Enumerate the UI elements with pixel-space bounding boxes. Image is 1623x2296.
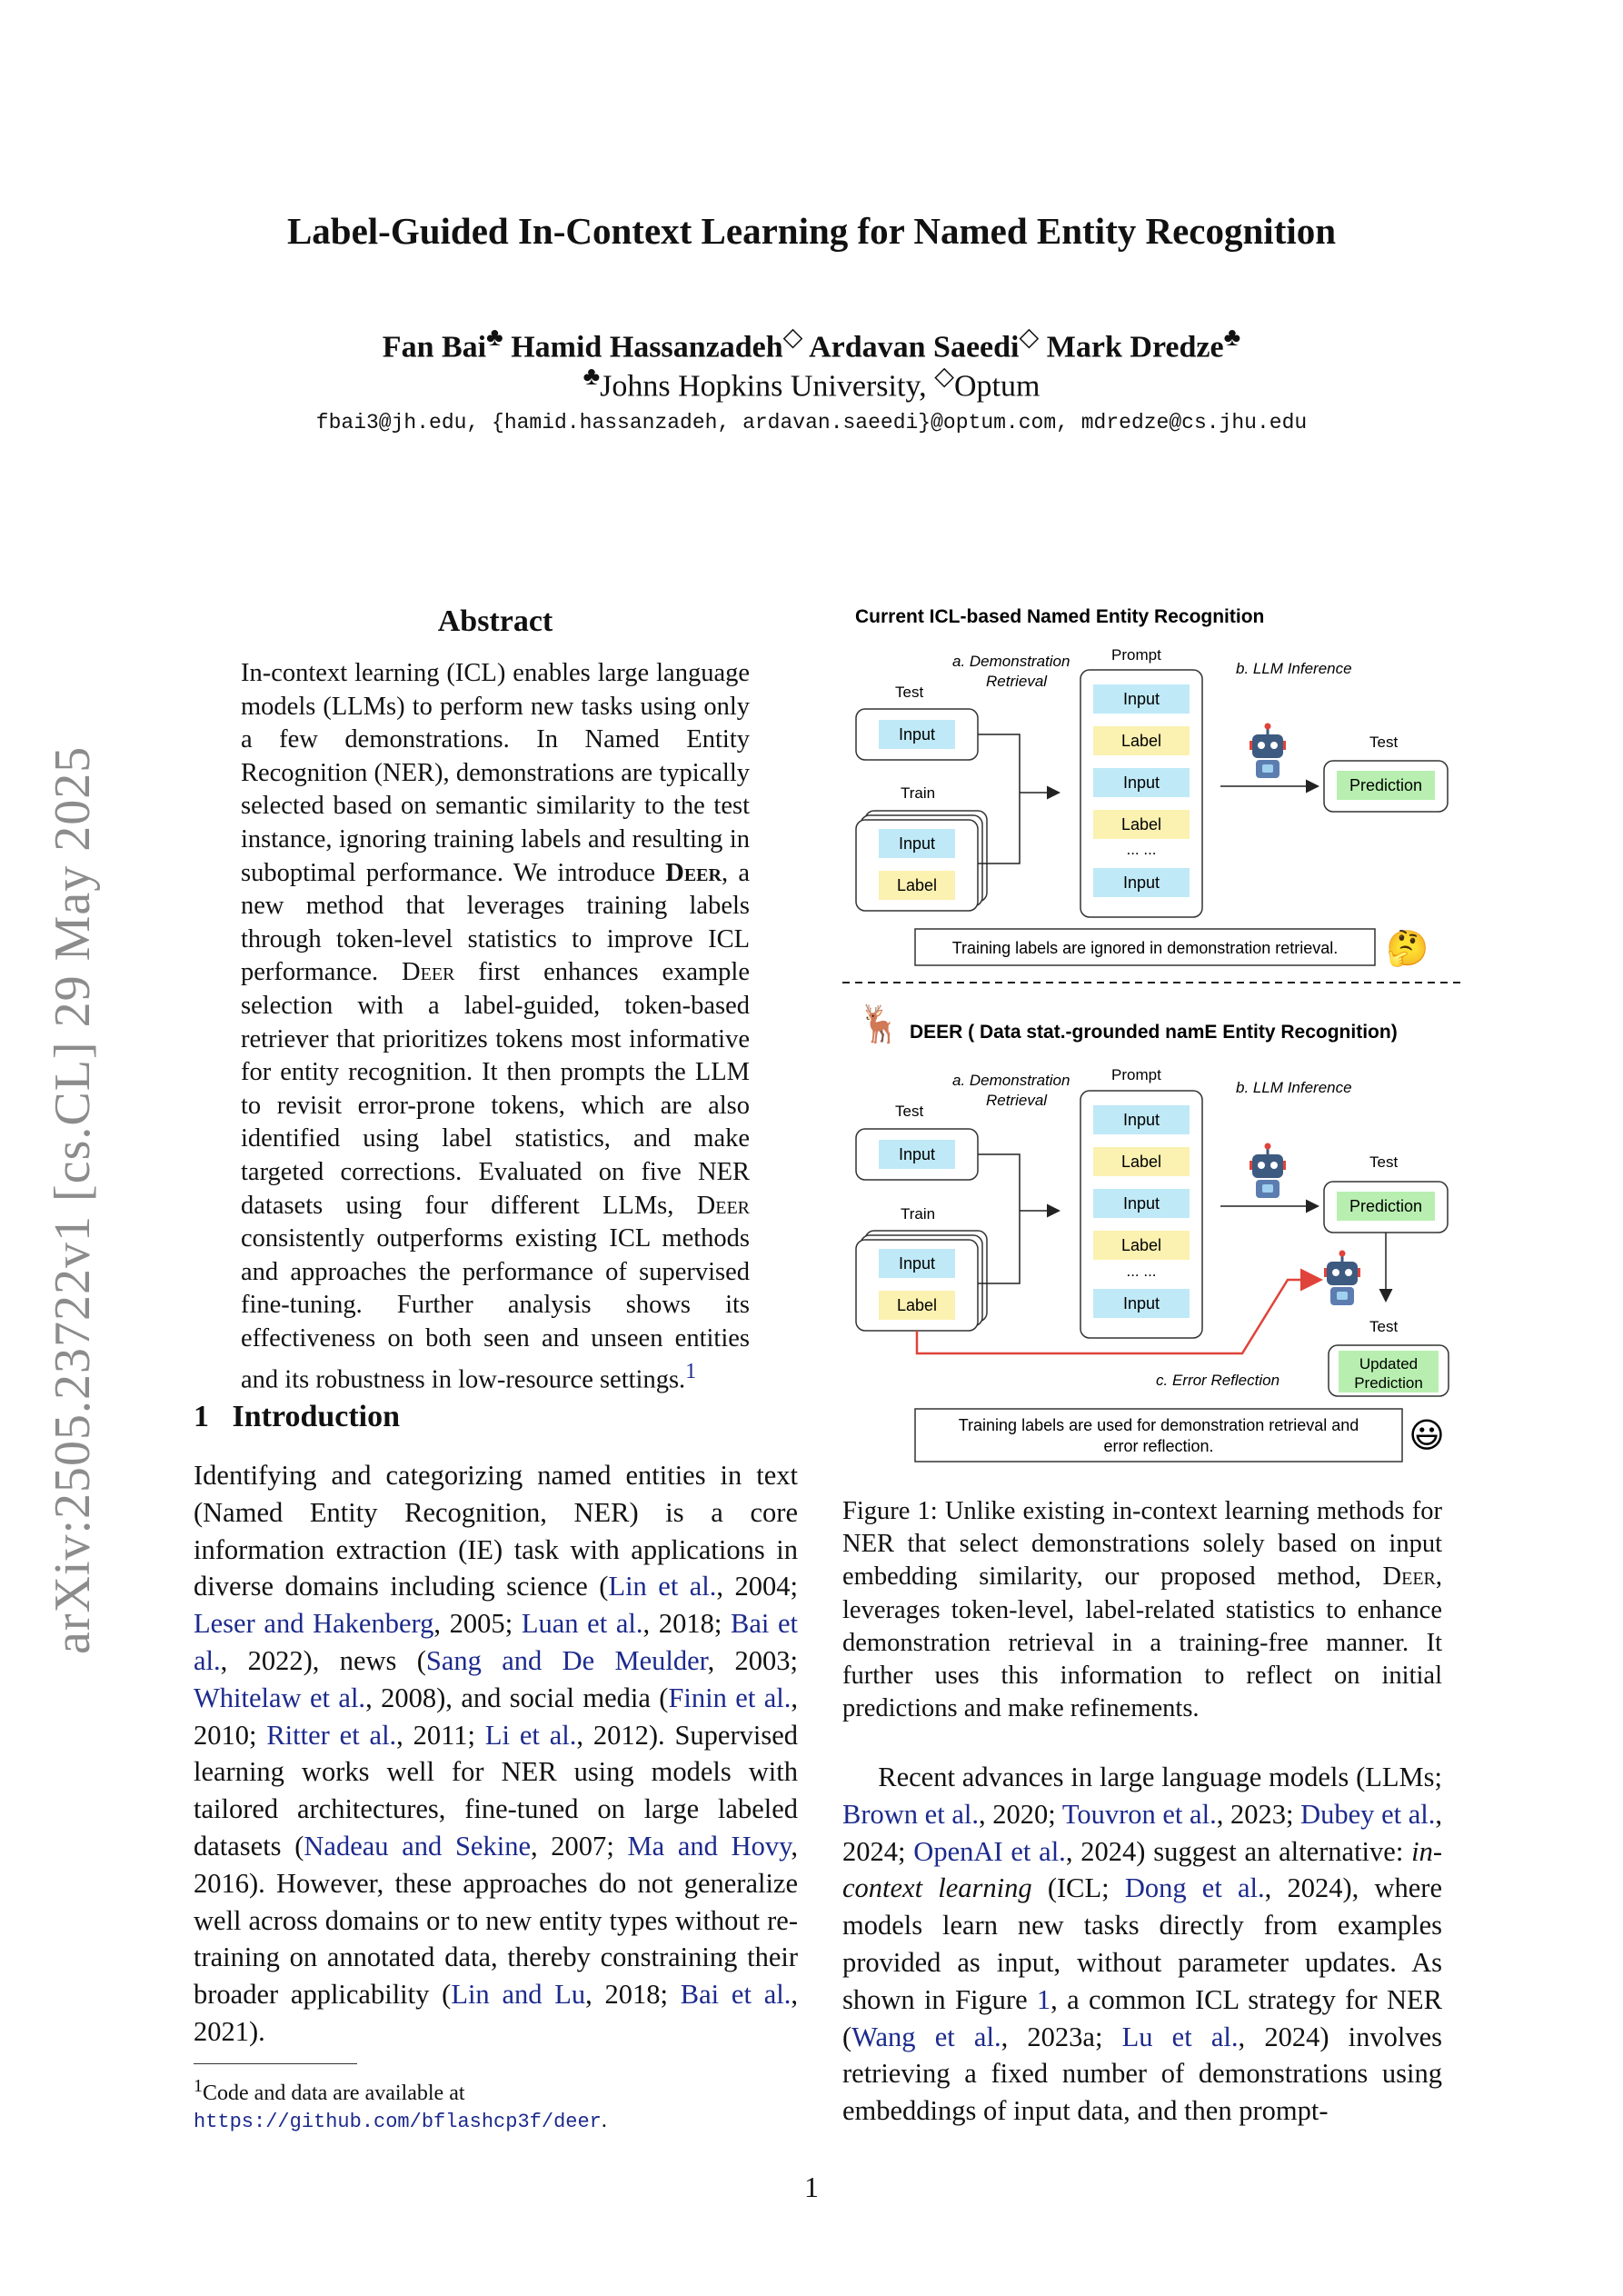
label-chip: Label <box>896 1296 938 1314</box>
figure-caption: Figure 1: Unlike existing in-context learning methods for NER that select demonstrations solely based on input embedding similarity, our proposed method, Deer, leverages token-level, label-related statistics to enhance demonstration retrieval in a training-free manner. It further uses this information to reflect on initial predictions and make refinements. <box>842 1497 1442 1723</box>
affil-mark: ◇ <box>934 363 954 391</box>
citation-link[interactable]: Sang and De Meulder <box>425 1644 708 1676</box>
figure-top-title: Current ICL-based Named Entity Recognition <box>855 606 1265 627</box>
error-reflection-label: c. Error Reflection <box>1156 1372 1280 1389</box>
author-mark: ◇ <box>782 324 803 352</box>
llm-inference-label: b. LLM Inference <box>1236 1079 1352 1096</box>
citation-link[interactable]: Leser and Hakenberg <box>194 1608 434 1640</box>
citation-link[interactable]: Lin et al. <box>608 1571 717 1602</box>
ellipsis: ... ... <box>1126 1263 1157 1280</box>
label-chip: Label <box>1120 1153 1162 1171</box>
citation-link[interactable]: Dong et al. <box>1124 1872 1265 1904</box>
method-name: Deer <box>696 1191 750 1220</box>
footnote-rule <box>194 2063 357 2064</box>
input-chip: Input <box>1122 690 1160 708</box>
method-name: Deer <box>1382 1562 1436 1592</box>
deer-icon: 🦌 <box>857 1004 902 1044</box>
affiliations <box>0 361 1623 404</box>
robot-icon <box>1250 1143 1286 1199</box>
train-label: Train <box>901 1205 936 1223</box>
author-name: Hamid Hassanzadeh <box>511 330 783 364</box>
citation-link[interactable]: Dubey et al. <box>1300 1798 1436 1830</box>
author-mark: ♣ <box>1223 324 1241 352</box>
smile-emoji-icon: 😃 <box>1409 1417 1445 1455</box>
author-list <box>0 321 1623 364</box>
thinking-emoji-icon: 🤔 <box>1386 930 1429 968</box>
author-name: Ardavan Saeedi <box>809 330 1020 364</box>
figure-bottom-title: DEER ( Data stat.-grounded namE Entity Recognition) <box>910 1022 1398 1043</box>
affil-text: Optum <box>953 369 1041 404</box>
footnote: $^1$Code and data are available at https://github.com/bflashcp3f/deer. <box>194 2076 607 2133</box>
right-paragraph: Recent advances in large language models (LLMs; Brown et al., 2020; Touvron et al., 2023; Dubey et al., 2024; OpenAI et al., 2024) suggest an alternative: in-context learning (ICL; Dong et al., 2024), where models learn new tasks directly from examples provided as input, without parameter updates. As shown in Figure 1, a common ICL strategy for NER (Wang et al., 2023a; Lu et al., 2024) involves retrieving a fixed number of demonstrations using embeddings of input data, and then prompt- <box>842 1762 1443 2127</box>
abstract-body: In-context learning (ICL) enables large language models (LLMs) to perform new tasks using only a few demonstrations. In Named Entity Recognition (NER), demonstrations are typically selected based on semantic similarity to the test instance, ignoring training labels and resulting in suboptimal performance. We introduce Deer, a new method that leverages training labels through token-level statistics to improve ICL performance. Deer first enhances example selection with a label-guided, token-based retriever that prioritizes tokens most informative for entity recognition. It then prompts the LLM to revisit error-prone tokens, which are also identified using label statistics, and make targeted corrections. Evaluated on five NER datasets using four different LLMs, Deer consistently outperforms existing ICL methods and approaches the performance of supervised fine-tuning. Further analysis shows its effectiveness on both seen and unseen entities and its robustness in low-resource settings.$^1$ <box>241 659 750 1394</box>
page-number: 1 <box>804 2171 819 2203</box>
test-label: Test <box>895 1103 924 1120</box>
demo-retrieval-label: a. Demonstration <box>952 653 1070 670</box>
note-bottom: error reflection. <box>1103 1437 1214 1455</box>
citation-link[interactable]: Lu et al. <box>1121 2021 1239 2052</box>
citation-link[interactable]: Wang et al. <box>851 2021 1001 2052</box>
citation-link[interactable]: Bai et al. <box>194 1608 799 1676</box>
input-chip: Input <box>1122 1194 1160 1213</box>
ellipsis: ... ... <box>1126 841 1157 858</box>
section-heading: 1 Introduction <box>194 1400 401 1433</box>
citation-link[interactable]: Luan et al. <box>521 1608 643 1640</box>
prompt-label: Prompt <box>1111 1066 1161 1083</box>
affil-mark: ♣ <box>582 363 601 391</box>
citation-link[interactable]: Ma and Hovy <box>627 1830 792 1862</box>
prompt-label: Prompt <box>1111 646 1161 664</box>
citation-link[interactable]: Finin et al. <box>668 1682 792 1713</box>
abstract-heading: Abstract <box>437 604 553 638</box>
label-chip: Label <box>1120 815 1162 834</box>
citation-link[interactable]: OpenAI et al. <box>913 1835 1066 1867</box>
citation-link[interactable]: Nadeau and Sekine <box>304 1830 531 1862</box>
citation-link[interactable]: Lin and Lu <box>451 1979 586 2011</box>
citation-link[interactable]: Li et al. <box>484 1719 577 1751</box>
demo-retrieval-label: Retrieval <box>986 673 1048 690</box>
method-name: Deer <box>402 958 455 987</box>
intro-paragraph: Identifying and categorizing named entities in text (Named Entity Recognition, NER) is a core information extraction (IE) task with applications in diverse domains including science (Lin et al., 2004; Leser and Hakenberg, 2005; Luan et al., 2018; Bai et al., 2022), news (Sang and De Meulder, 2003; Whitelaw et al., 2008), and social media (Finin et al., 2010; Ritter et al., 2011; Li et al., 2012). Supervised learning works well for NER using models with tailored architectures, fine-tuned on large labeled datasets (Nadeau and Sekine, 2007; Ma and Hovy, 2016). However, these approaches do not generalize well across domains or to new entity types without re-training on annotated data, thereby constraining their broader applicability (Lin and Lu, 2018; Bai et al., 2021). <box>194 1460 799 2047</box>
llm-inference-label: b. LLM Inference <box>1236 660 1352 677</box>
citation-link[interactable]: Whitelaw et al. <box>194 1682 366 1713</box>
input-chip: Input <box>898 725 936 744</box>
figure-1 <box>842 600 1460 1472</box>
footnote-link[interactable]: 1 <box>685 1360 697 1384</box>
test-label: Test <box>1369 734 1399 751</box>
prediction-chip: Prediction <box>1349 1197 1423 1215</box>
author-name: Mark Dredze <box>1046 330 1224 364</box>
input-chip: Input <box>898 1254 936 1273</box>
method-name: Deer <box>665 858 722 887</box>
author-mark: ◇ <box>1019 324 1040 352</box>
author-mark: ♣ <box>486 324 503 352</box>
citation-link[interactable]: Touvron et al. <box>1061 1798 1217 1830</box>
input-chip: Input <box>1122 873 1160 892</box>
emphasis: in-context learning <box>842 1835 1442 1904</box>
updated-prediction-chip: Updated <box>1359 1355 1419 1373</box>
robot-icon <box>1250 724 1286 779</box>
input-chip: Input <box>898 834 936 853</box>
note-bottom: Training labels are used for demonstration retrieval and <box>958 1416 1359 1434</box>
arxiv-stamp: arXiv:2505.23722v1 [cs.CL] 29 May 2025 <box>45 745 101 1654</box>
label-chip: Label <box>1120 732 1162 750</box>
note-top: Training labels are ignored in demonstration retrieval. <box>951 939 1339 957</box>
updated-prediction-chip: Prediction <box>1354 1374 1423 1392</box>
label-chip: Label <box>1120 1236 1162 1254</box>
input-chip: Input <box>1122 1111 1160 1129</box>
demo-retrieval-label: a. Demonstration <box>952 1072 1070 1089</box>
input-chip: Input <box>1122 1294 1160 1313</box>
test-label: Test <box>1369 1153 1399 1171</box>
test-label: Test <box>1369 1318 1399 1335</box>
code-url-link[interactable]: https://github.com/bflashcp3f/deer <box>194 2111 602 2133</box>
input-chip: Input <box>898 1145 936 1163</box>
demo-retrieval-label: Retrieval <box>986 1092 1048 1109</box>
train-label: Train <box>901 784 936 802</box>
affil-text: Johns Hopkins University, <box>600 369 935 404</box>
label-chip: Label <box>896 876 938 894</box>
citation-link[interactable]: Brown et al. <box>842 1798 979 1830</box>
citation-link[interactable]: Bai et al. <box>680 1979 792 2011</box>
robot-icon <box>1324 1251 1360 1306</box>
author-emails: fbai3@jh.edu, {hamid.hassanzadeh, ardavan.saeedi}@optum.com, mdredze@cs.jhu.edu <box>315 411 1308 434</box>
paper-title: Label-Guided In-Context Learning for Named Entity Recognition <box>286 210 1337 252</box>
author-name: Fan Bai <box>382 330 487 364</box>
prediction-chip: Prediction <box>1349 776 1423 794</box>
figure-ref-link[interactable]: 1 <box>1036 1983 1051 2015</box>
input-chip: Input <box>1122 774 1160 792</box>
citation-link[interactable]: Ritter et al. <box>266 1719 397 1751</box>
test-label: Test <box>895 684 924 701</box>
